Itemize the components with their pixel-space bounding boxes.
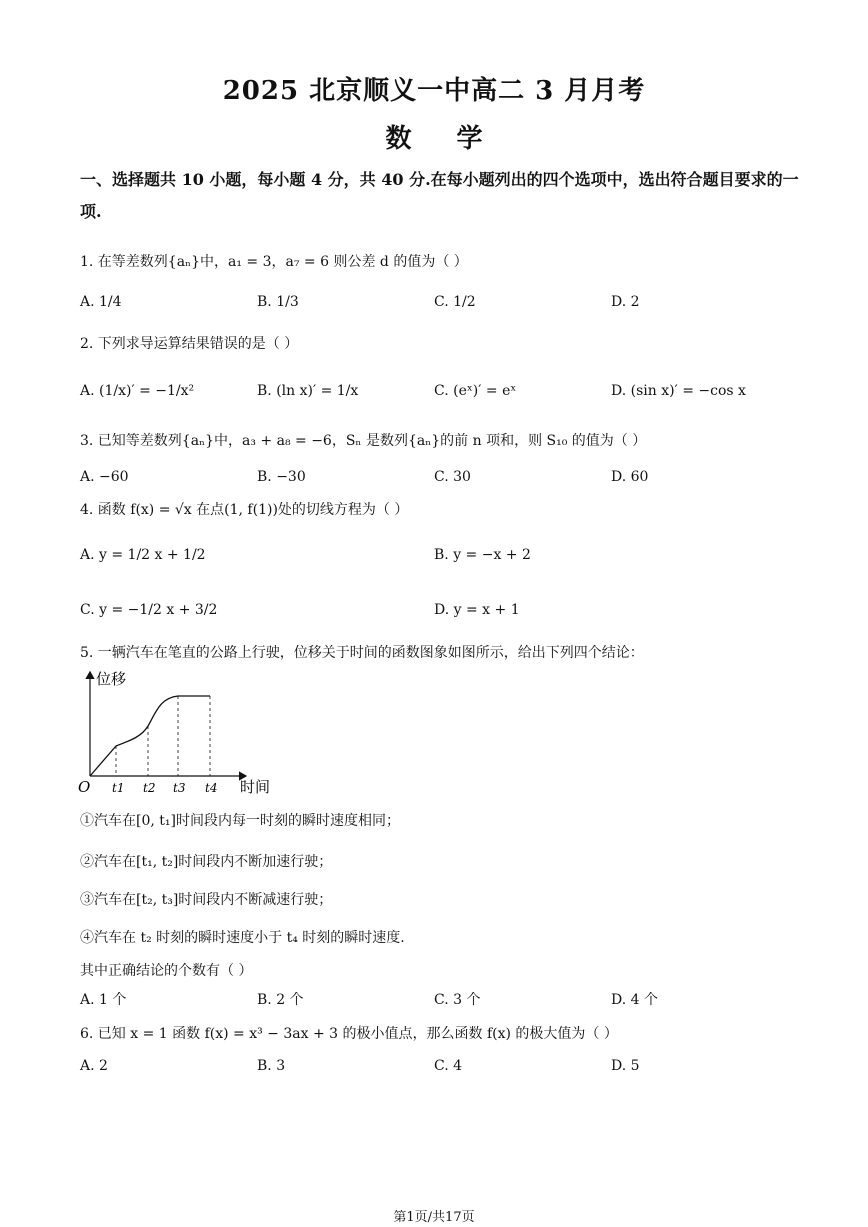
q1-option-b: B. 1/3	[257, 294, 299, 310]
q3-option-c: C. 30	[434, 469, 471, 485]
question-4: 4. 函数 f(x) = √x 在点(1, f(1))处的切线方程为（ ）	[80, 502, 409, 518]
q6-option-a: A. 2	[80, 1058, 108, 1074]
q2-option-b: B. (ln x)′ = 1/x	[257, 383, 359, 399]
q2-option-d: D. (sin x)′ = −cos x	[611, 383, 746, 399]
question-6: 6. 已知 x = 1 函数 f(x) = x³ − 3ax + 3 的极小值点，那么函数 f(x) 的极大值为（ ）	[80, 1026, 618, 1042]
question-2: 2. 下列求导运算结果错误的是（ ）	[80, 336, 299, 352]
q4-option-d: D. y = x + 1	[434, 602, 520, 618]
tick-t1: t1	[112, 781, 125, 795]
question-5: 5. 一辆汽车在笔直的公路上行驶，位移关于时间的函数图象如图所示，给出下列四个结论：	[80, 645, 644, 661]
question-3: 3. 已知等差数列{aₙ}中，a₃ + a₈ = −6，Sₙ 是数列{aₙ}的前 n 项和，则 S₁₀ 的值为（ ）	[80, 433, 647, 449]
q3-option-b: B. −30	[257, 469, 306, 485]
q2-option-a: A. (1/x)′ = −1/x²	[80, 383, 195, 399]
tick-t3: t3	[173, 781, 186, 795]
statement-3: ③汽车在[t₂, t₃]时间段内不断减速行驶；	[80, 892, 333, 908]
question-5-prompt: 其中正确结论的个数有（ ）	[80, 963, 253, 979]
q4-option-b: B. y = −x + 2	[434, 547, 531, 563]
q5-option-c: C. 3 个	[434, 992, 481, 1008]
exam-title: 2025 北京顺义一中高二 3 月月考	[222, 76, 646, 106]
x-axis-label: 时间	[240, 778, 271, 796]
q6-option-b: B. 3	[257, 1058, 286, 1074]
q3-option-a: A. −60	[80, 469, 129, 485]
tick-t2: t2	[143, 781, 156, 795]
tick-t4: t4	[205, 781, 218, 795]
question-1: 1. 在等差数列{aₙ}中，a₁ = 3，a₇ = 6 则公差 d 的值为（ ）	[80, 254, 468, 270]
q4-option-a: A. y = 1/2 x + 1/2	[80, 547, 206, 563]
q3-option-d: D. 60	[611, 469, 649, 485]
q1-option-d: D. 2	[611, 294, 640, 310]
q1-option-a: A. 1/4	[80, 294, 122, 310]
q4-option-c: C. y = −1/2 x + 3/2	[80, 602, 218, 618]
q2-option-c: C. (eˣ)′ = eˣ	[434, 383, 517, 399]
q5-option-a: A. 1 个	[80, 992, 127, 1008]
q6-option-c: C. 4	[434, 1058, 463, 1074]
origin-label: O	[78, 778, 91, 796]
section-heading: 一、选择题共 10 小题，每小题 4 分，共 40 分.在每小题列出的四个选项中，选出符合题目要求的一项.	[80, 170, 799, 221]
q5-option-b: B. 2 个	[257, 992, 304, 1008]
statement-2: ②汽车在[t₁, t₂]时间段内不断加速行驶；	[80, 854, 333, 870]
statement-1: ①汽车在[0, t₁]时间段内每一时刻的瞬时速度相同；	[80, 813, 400, 829]
page-number: 第1页/共17页	[393, 1210, 475, 1225]
displacement-curve	[90, 696, 210, 776]
displacement-time-graph	[76, 668, 276, 798]
subject-title: 数 学	[385, 124, 483, 154]
q1-option-c: C. 1/2	[434, 294, 476, 310]
q5-option-d: D. 4 个	[611, 992, 658, 1008]
y-axis-label: 位移	[96, 670, 127, 688]
q6-option-d: D. 5	[611, 1058, 640, 1074]
statement-4: ④汽车在 t₂ 时刻的瞬时速度小于 t₄ 时刻的瞬时速度.	[80, 930, 405, 946]
